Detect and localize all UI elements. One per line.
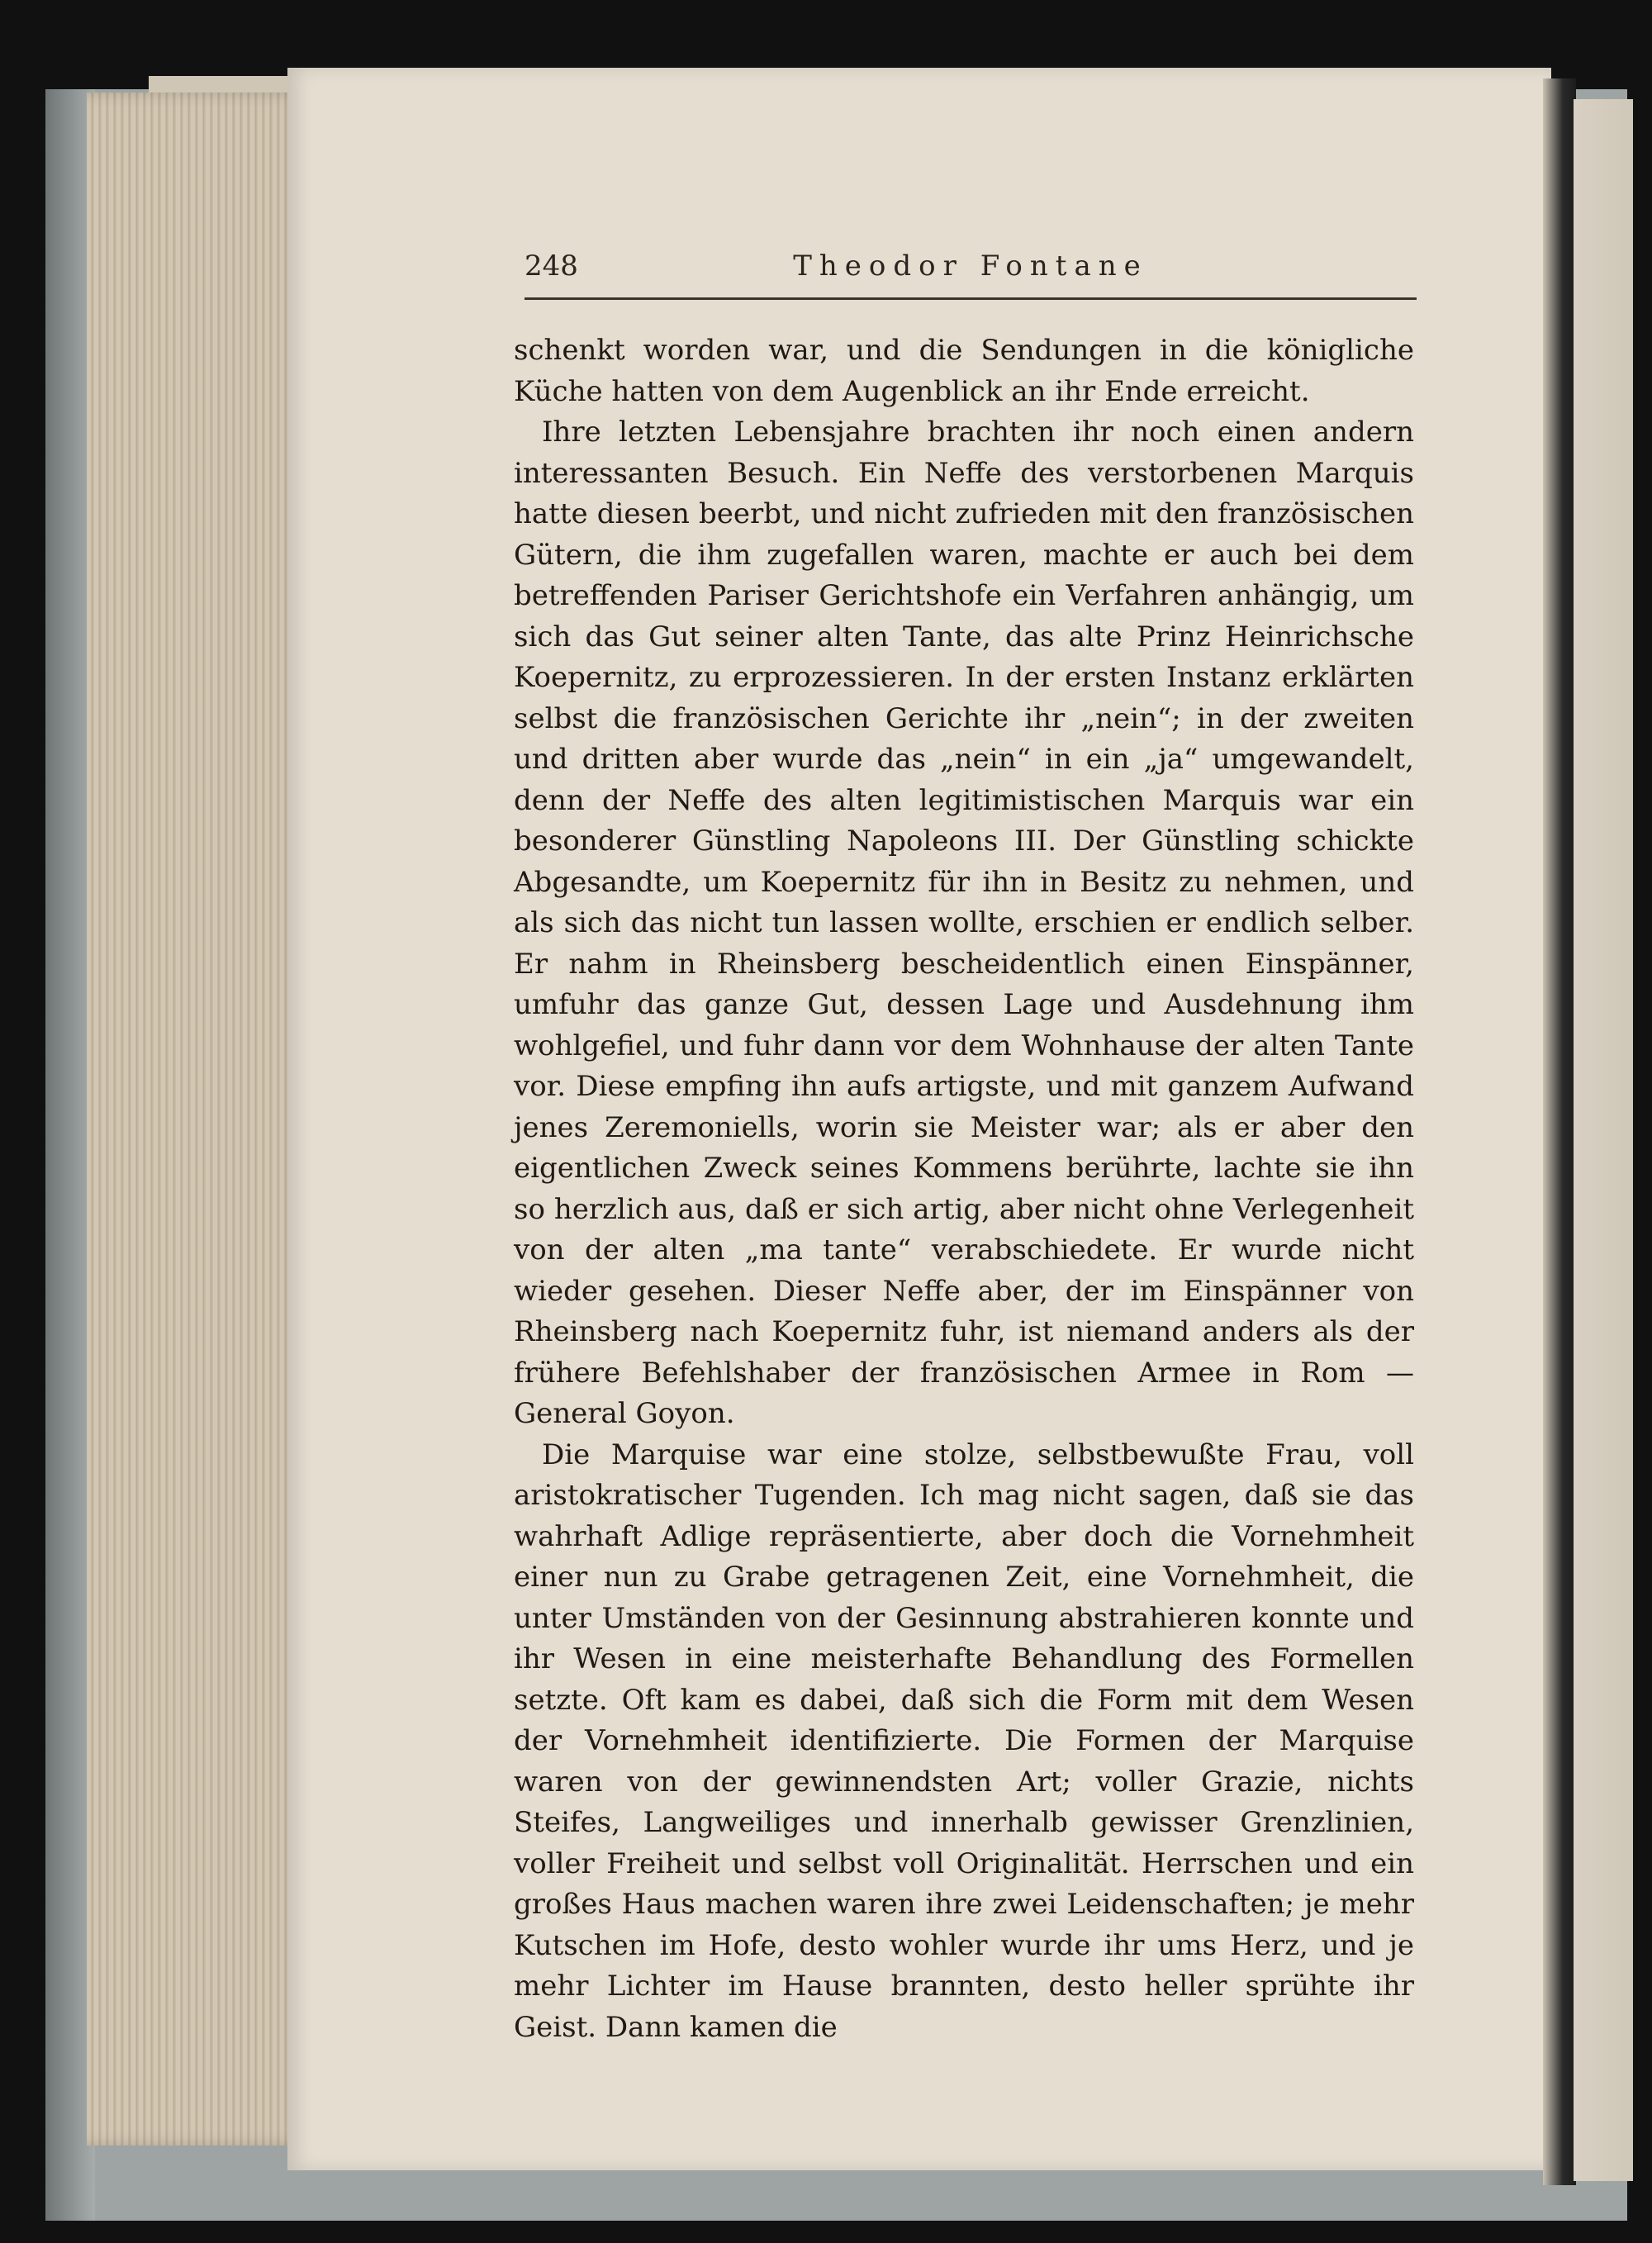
running-title: Theodor Fontane: [793, 249, 1148, 283]
paragraph-1: schenkt worden war, und die Sendungen in die königliche Küche hatten von dem Augenblick an ihr Ende erreicht.: [514, 334, 1414, 408]
paragraph-2: Ihre letzten Lebensjahre brachten ihr noch einen andern interessanten Besuch. Ein Neffe des verstorbenen Marquis hatte diesen beerbt, und nicht zufrieden mit den französischen Gütern, die ihm zugefallen waren, machte er auch bei dem betreffenden Pariser Gerichtshofe ein Verfahren anhängig, um sich das Gut seiner alten Tante, das alte Prinz Heinrichsche Koepernitz, zu erprozessieren. In der ersten Instanz erklärten selbst die französischen Gerichte ihr „nein“; in der zweiten und dritten aber wurde das „nein“ in ein „ja“ umgewandelt, denn der Neffe des alten legitimistischen Marquis war ein besonderer Günstling Napoleons III. Der Günstling schickte Abgesandte, um Koepernitz für ihn in Besitz zu nehmen, und als sich das nicht tun lassen wollte, erschien er endlich selber. Er nahm in Rheinsberg bescheidentlich einen Einspänner, umfuhr das ganze Gut, dessen Lage und Ausdehnung ihm wohlgefiel, und fuhr dann vor dem Wohnhause der alten Tante vor. Diese empfing ihn aufs artigste, und mit ganzem Aufwand jenes Zeremoniells, worin sie Meister war; als er aber den eigentlichen Zweck seines Kommens berührte, lachte sie ihn so herzlich aus, daß er sich artig, aber nicht ohne Verlegenheit von der alten „ma tante“ verabschiedete. Er wurde nicht wieder gesehen. Dieser Neffe aber, der im Einspänner von Rheinsberg nach Koepernitz fuhr, ist niemand anders als der frühere Befehlshaber der französischen Armee in Rom — General Goyon.: [514, 416, 1414, 1430]
page-stack-edges: [87, 93, 303, 2146]
paragraph-3: Die Marquise war eine stolze, selbstbewußte Frau, voll aristokratischer Tugenden. Ich mag nicht sagen, daß sie das wahrhaft Adlige repräsentierte, aber doch die Vornehmheit einer nun zu Grabe getragenen Zeit, eine Vornehmheit, die unter Umständen von der Gesinnung abstrahieren konnte und ihr Wesen in eine meisterhafte Behandlung des Formellen setzte. Oft kam es dabei, daß sich die Form mit dem Wesen der Vornehmheit identifizierte. Die Formen der Marquise waren von der gewinnendsten Art; voller Grazie, nichts Steifes, Langweiliges und innerhalb gewisser Grenzlinien, voller Freiheit und selbst voll Originalität. Herrschen und ein großes Haus machen waren ihre zwei Leidenschaften; je mehr Kutschen im Hofe, desto wohler wurde ihr ums Herz, und je mehr Lichter im Hause brannten, desto heller sprühte ihr Geist. Dann kamen die: [514, 1438, 1414, 2044]
running-head: [525, 248, 1417, 300]
body-text: [514, 330, 1414, 2048]
facing-page-edge: [1574, 99, 1633, 2181]
book-gutter: [1543, 78, 1576, 2185]
page-number: 248: [525, 249, 578, 283]
